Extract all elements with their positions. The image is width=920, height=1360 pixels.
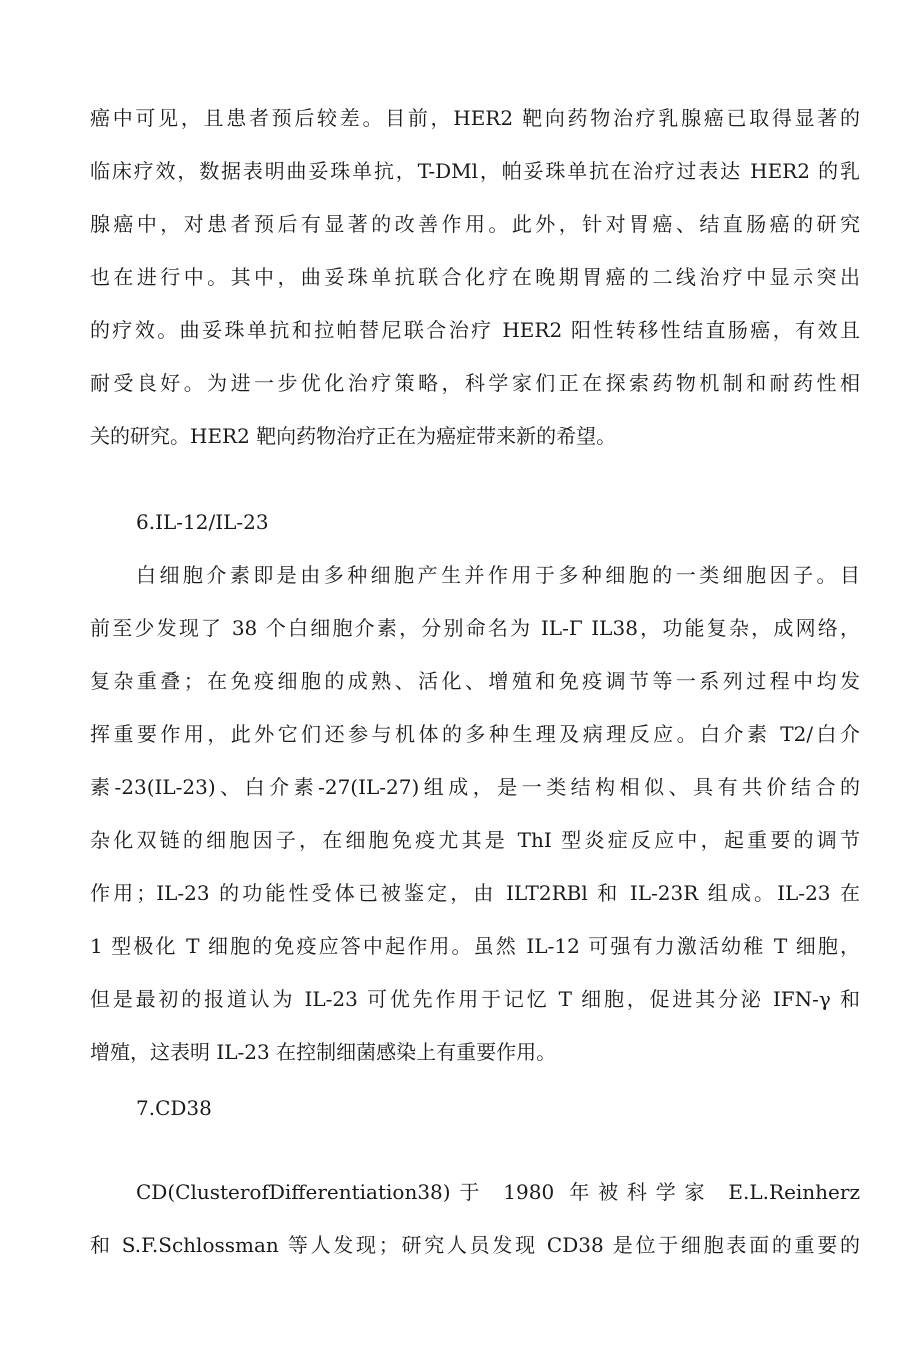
paragraph-line: 腺癌中，对患者预后有显著的改善作用。此外，针对胃癌、结直肠癌的研究 — [90, 212, 860, 236]
paragraph-line: 前至少发现了 38 个白细胞介素，分别命名为 IL-Γ IL38，功能复杂，成网络， — [90, 616, 860, 640]
paragraph-line: 挥重要作用，此外它们还参与机体的多种生理及病理反应。白介素 T2/白介 — [90, 722, 860, 746]
paragraph-line: 杂化双链的细胞因子，在细胞免疫尤其是 ThI 型炎症反应中，起重要的调节 — [90, 828, 860, 852]
paragraph-line: 的疗效。曲妥珠单抗和拉帕替尼联合治疗 HER2 阳性转移性结直肠癌，有效且 — [90, 318, 860, 342]
section-heading: 7.CD38 — [136, 1096, 212, 1120]
section-heading: 6.IL-12/IL-23 — [136, 510, 269, 534]
paragraph-line: 关的研究。HER2 靶向药物治疗正在为癌症带来新的希望。 — [90, 424, 617, 448]
paragraph-line: 素-23(IL-23)、白介素-27(IL-27)组成，是一类结构相似、具有共价结合的 — [90, 775, 860, 799]
paragraph-line: 但是最初的报道认为 IL-23 可优先作用于记忆 T 细胞，促进其分泌 IFN-γ 和 — [90, 987, 860, 1011]
paragraph-line: 1 型极化 T 细胞的免疫应答中起作用。虽然 IL-12 可强有力激活幼稚 T 细胞， — [90, 934, 860, 958]
paragraph-line: CD(ClusterofDifferentiation38)于 1980 年被科学家 E.L.Reinherz — [136, 1180, 860, 1204]
paragraph-line: 临床疗效，数据表明曲妥珠单抗，T-DMl，帕妥珠单抗在治疗过表达 HER2 的乳 — [90, 159, 860, 183]
paragraph-line: 白细胞介素即是由多种细胞产生并作用于多种细胞的一类细胞因子。目 — [136, 563, 860, 587]
paragraph-line: 复杂重叠；在免疫细胞的成熟、活化、增殖和免疫调节等一系列过程中均发 — [90, 669, 860, 693]
paragraph-line: 增殖，这表明 IL-23 在控制细菌感染上有重要作用。 — [90, 1040, 557, 1064]
paragraph-line: 癌中可见，且患者预后较差。目前，HER2 靶向药物治疗乳腺癌已取得显著的 — [90, 106, 860, 130]
paragraph-line: 耐受良好。为进一步优化治疗策略，科学家们正在探索药物机制和耐药性相 — [90, 371, 860, 395]
paragraph-line: 和 S.F.Schlossman 等人发现；研究人员发现 CD38 是位于细胞表面的重要的 — [90, 1233, 860, 1257]
paragraph-line: 也在进行中。其中，曲妥珠单抗联合化疗在晚期胃癌的二线治疗中显示突出 — [90, 265, 860, 289]
paragraph-line: 作用；IL-23 的功能性受体已被鉴定，由 ILT2RBl 和 IL-23R 组成。IL-23 在 — [90, 881, 860, 905]
